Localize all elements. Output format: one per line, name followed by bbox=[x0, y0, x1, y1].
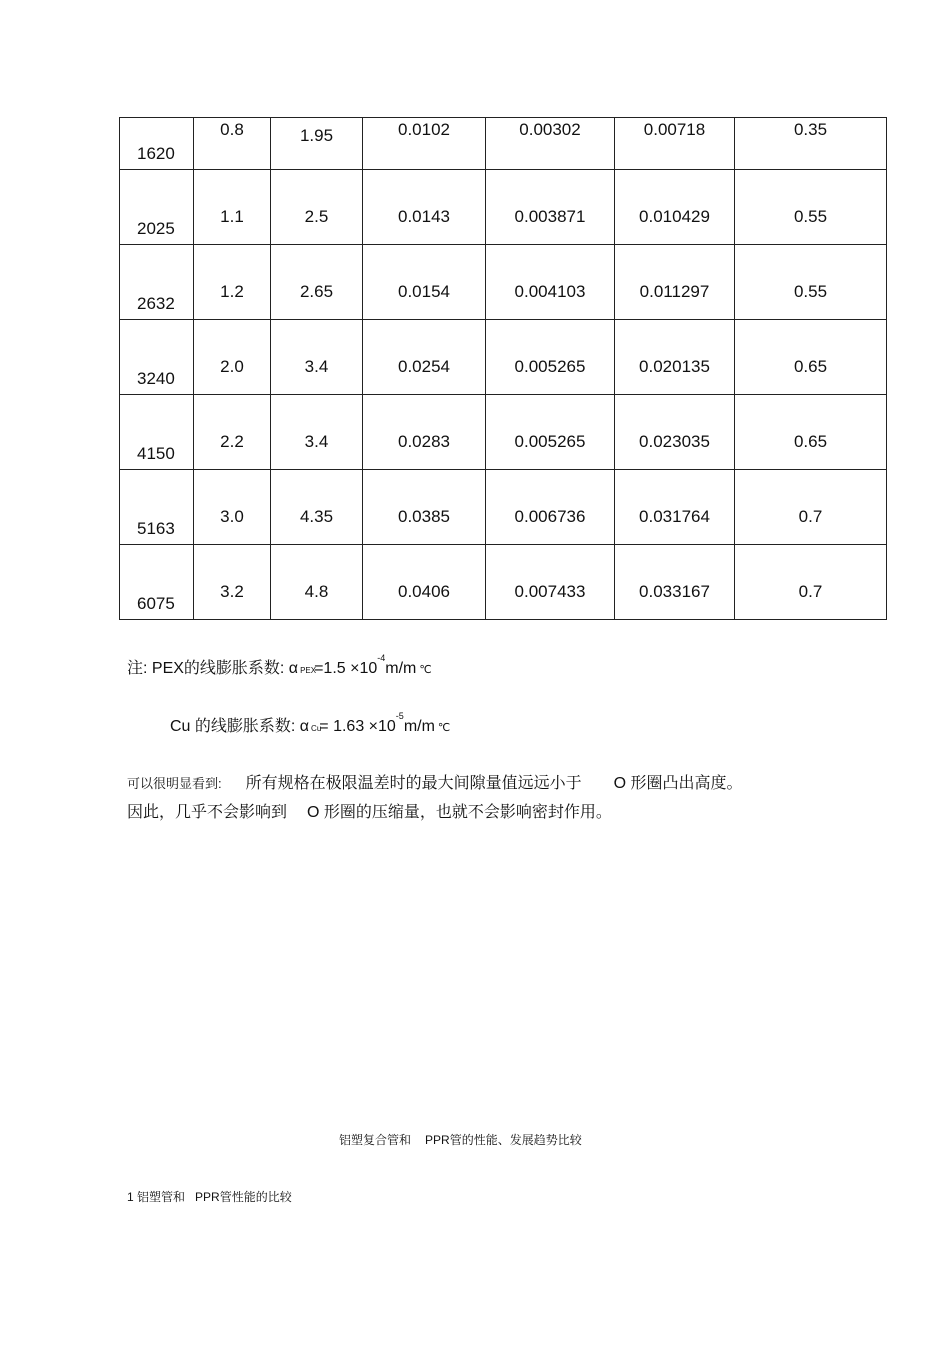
table-cell: 0.0406 bbox=[363, 545, 486, 620]
table-cell: 1.1 bbox=[194, 170, 271, 245]
table-cell: 3.4 bbox=[271, 320, 363, 395]
table-cell: 0.0154 bbox=[363, 245, 486, 320]
table-cell: 0.006736 bbox=[486, 470, 615, 545]
table-row bbox=[120, 118, 887, 170]
table-cell: 2.65 bbox=[271, 245, 363, 320]
table-cell: 0.55 bbox=[735, 245, 887, 320]
conclusion-line-2: 因此，几乎不会影响到 O 形圈的压缩量，也就不会影响密封作用。 bbox=[127, 804, 612, 821]
table-cell: 3.4 bbox=[271, 395, 363, 470]
table-cell: 0.35 bbox=[735, 118, 887, 170]
table-cell: 4.35 bbox=[271, 470, 363, 545]
table-cell: 0.65 bbox=[735, 395, 887, 470]
table-cell: 0.7 bbox=[735, 545, 887, 620]
table-cell: 4.8 bbox=[271, 545, 363, 620]
spec-cell: 1620 bbox=[120, 118, 194, 170]
table-cell: 0.00718 bbox=[615, 118, 735, 170]
table-cell: 0.55 bbox=[735, 170, 887, 245]
table-cell: 0.031764 bbox=[615, 470, 735, 545]
table-cell: 2.5 bbox=[271, 170, 363, 245]
table-cell: 3.0 bbox=[194, 470, 271, 545]
cu-expansion-note: Cu 的线膨胀系数: α $Cu= 1.63 \times 10^{-5}m/m$ ℃ bbox=[170, 711, 451, 735]
table-row bbox=[120, 470, 887, 545]
table-row bbox=[120, 395, 887, 470]
subsection-title: 1 铝塑管和 PPR管性能的比较 bbox=[127, 1190, 292, 1204]
conclusion-line-1: 可以很明显看到: 所有规格在极限温差时的最大间隙量值远远小于 O 形圈凸出高度。 bbox=[127, 775, 743, 792]
table-cell: 0.0143 bbox=[363, 170, 486, 245]
table-cell: 0.023035 bbox=[615, 395, 735, 470]
table-cell: 2.2 bbox=[194, 395, 271, 470]
table-cell: 0.010429 bbox=[615, 170, 735, 245]
table-cell: 0.005265 bbox=[486, 320, 615, 395]
spec-cell: 4150 bbox=[120, 395, 194, 470]
table-cell: 0.003871 bbox=[486, 170, 615, 245]
pex-expansion-note: 注: PEX的线膨胀系数: α $PEX=1.5 \times 10^{-4}m/m$ ℃ bbox=[127, 653, 432, 677]
spec-cell: 3240 bbox=[120, 320, 194, 395]
table-cell: 0.033167 bbox=[615, 545, 735, 620]
table-cell: 0.004103 bbox=[486, 245, 615, 320]
spec-cell: 5163 bbox=[120, 470, 194, 545]
spec-cell: 2632 bbox=[120, 245, 194, 320]
table-row bbox=[120, 170, 887, 245]
table-cell: 0.005265 bbox=[486, 395, 615, 470]
table-row bbox=[120, 245, 887, 320]
section-title: 铝塑复合管和 PPR管的性能、发展趋势比较 bbox=[339, 1133, 582, 1147]
table-cell: 2.0 bbox=[194, 320, 271, 395]
table-cell: 0.020135 bbox=[615, 320, 735, 395]
table-cell: 0.0254 bbox=[363, 320, 486, 395]
spec-cell: 6075 bbox=[120, 545, 194, 620]
table-cell: 0.0385 bbox=[363, 470, 486, 545]
table-cell: 3.2 bbox=[194, 545, 271, 620]
table-cell: 0.011297 bbox=[615, 245, 735, 320]
table-cell: 0.8 bbox=[194, 118, 271, 170]
table-cell: 1.2 bbox=[194, 245, 271, 320]
table-cell: 0.65 bbox=[735, 320, 887, 395]
table-cell: 0.007433 bbox=[486, 545, 615, 620]
table-cell: 0.0102 bbox=[363, 118, 486, 170]
table-cell: 0.7 bbox=[735, 470, 887, 545]
table-cell: 1.95 bbox=[271, 118, 363, 170]
spec-cell: 2025 bbox=[120, 170, 194, 245]
table-cell: 0.00302 bbox=[486, 118, 615, 170]
table-row bbox=[120, 545, 887, 620]
table-cell: 0.0283 bbox=[363, 395, 486, 470]
data-table bbox=[119, 117, 887, 620]
table-row bbox=[120, 320, 887, 395]
